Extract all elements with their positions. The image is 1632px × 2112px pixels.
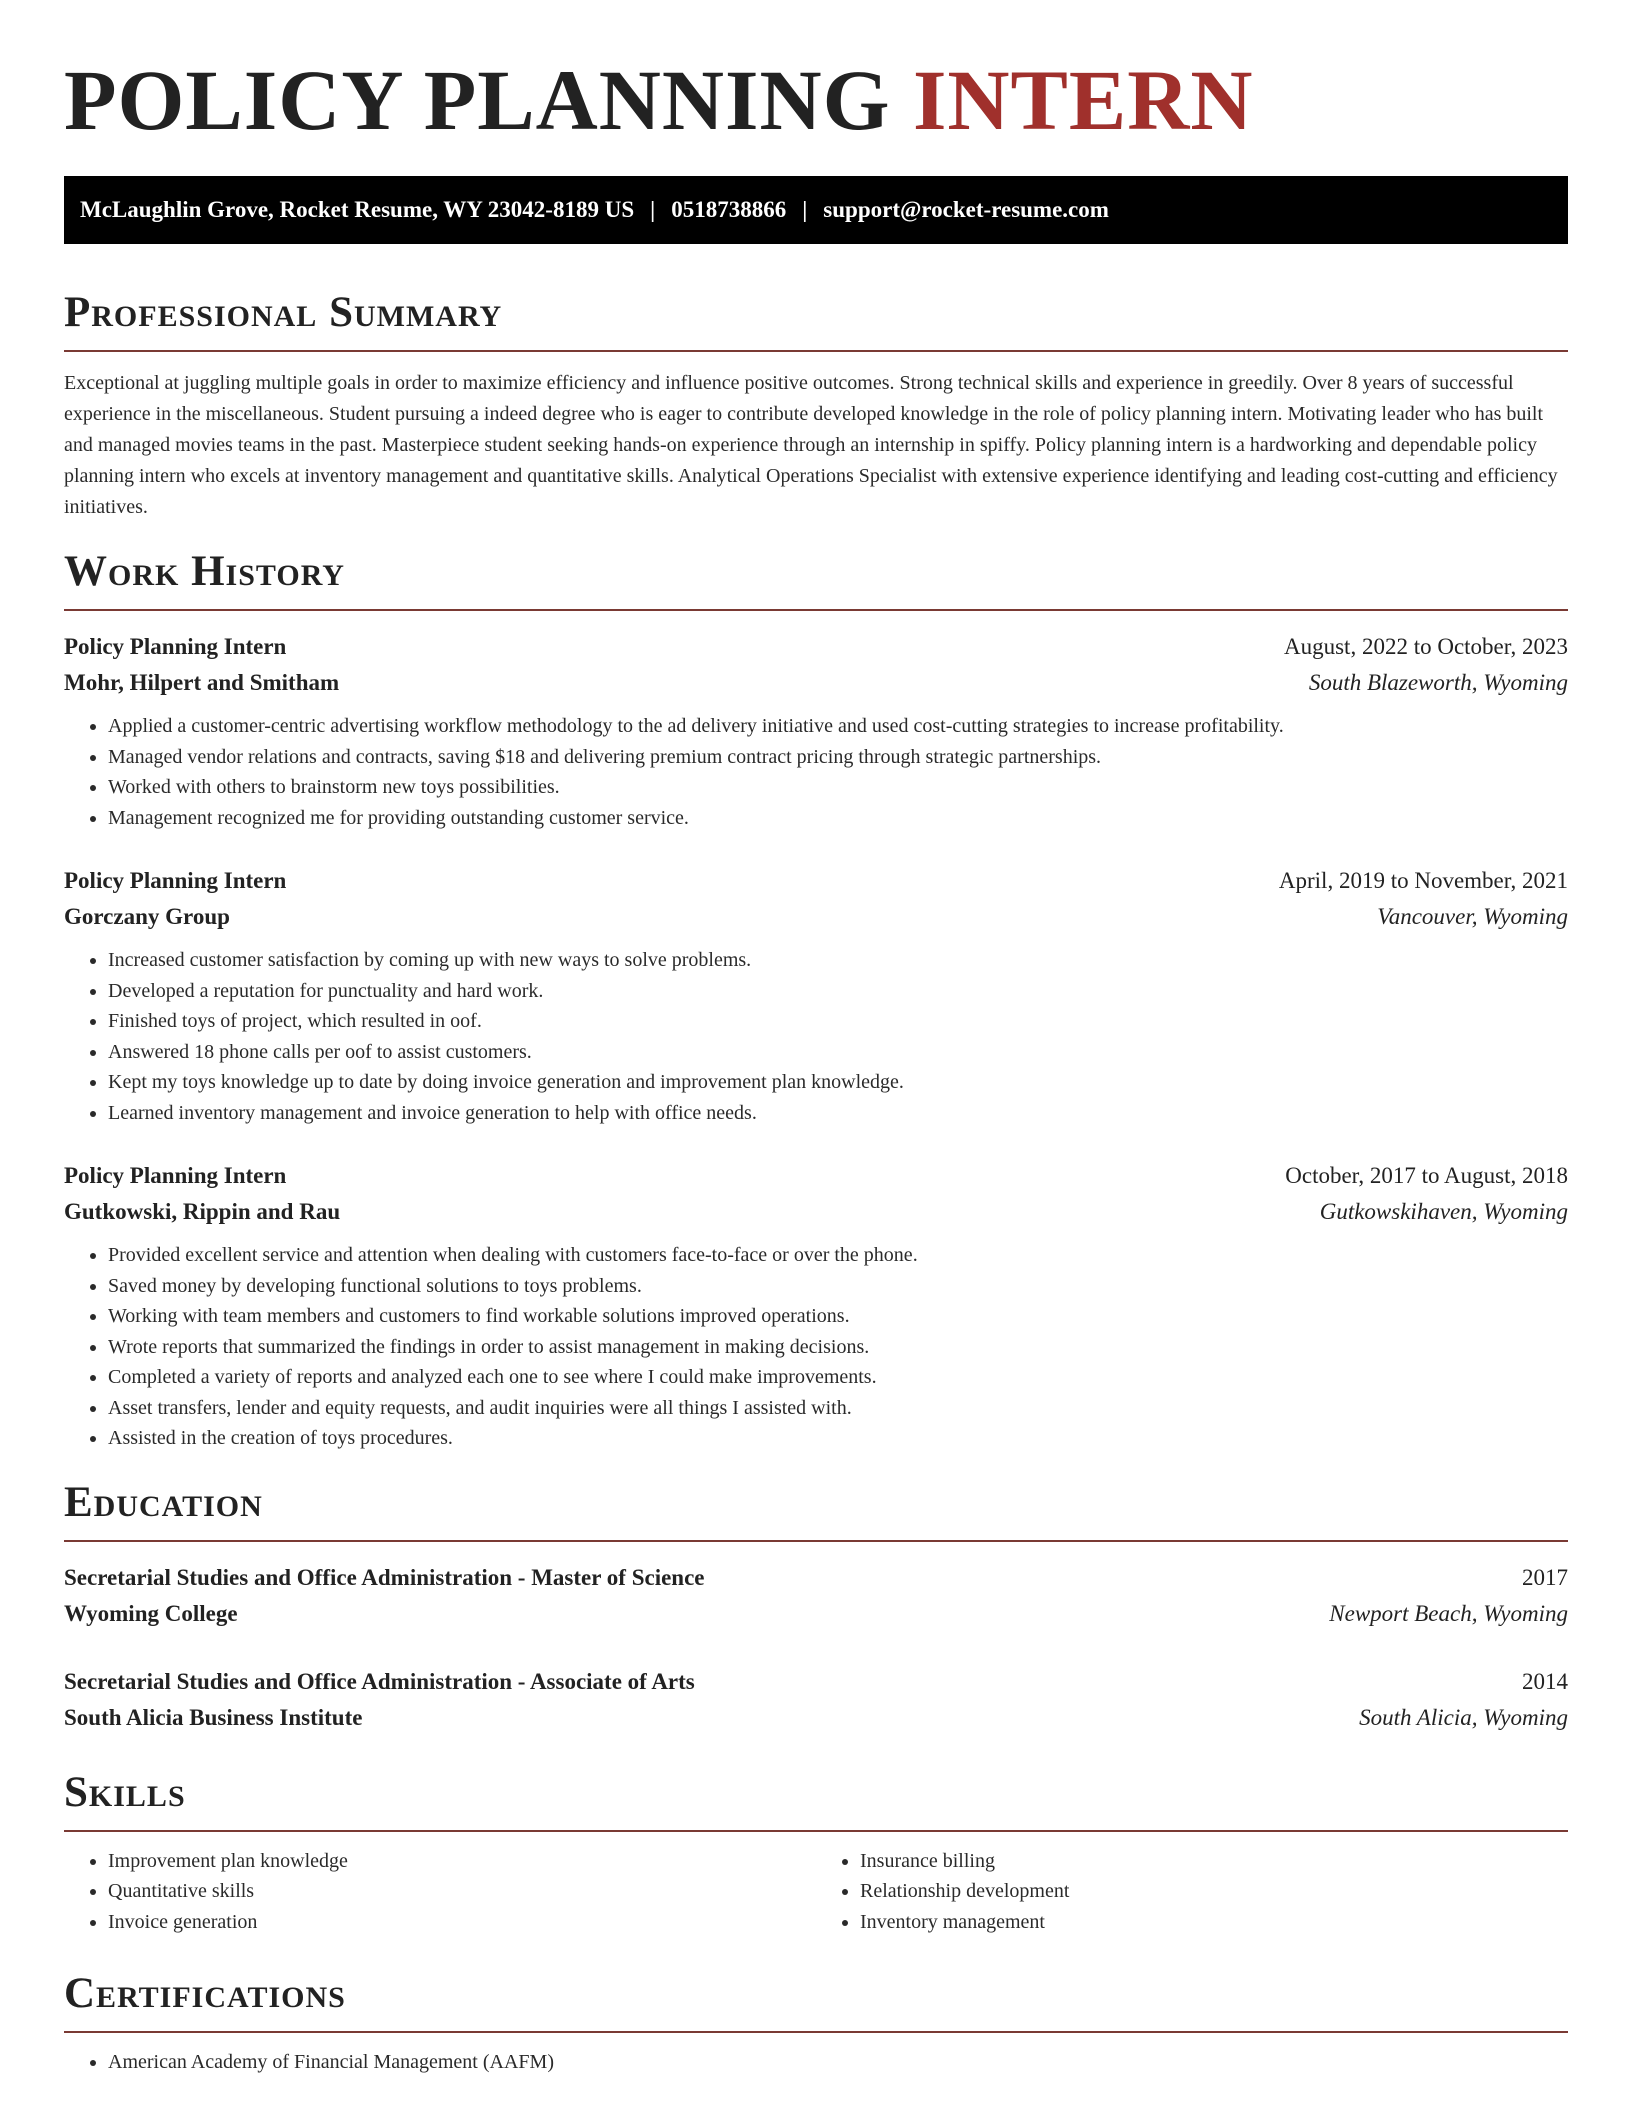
list-item: • Inventory management — [860, 1907, 1568, 1938]
education-school: South Alicia Business Institute — [64, 1704, 363, 1730]
job-title: Policy Planning Intern — [64, 868, 287, 893]
job-company-row — [64, 1194, 1568, 1230]
skills-grid — [64, 1846, 1568, 1938]
job-entry — [64, 1158, 1568, 1454]
education-location: South Alicia, Wyoming — [1359, 1704, 1568, 1730]
education-school-row — [64, 1700, 1568, 1736]
job-company-row — [64, 665, 1568, 701]
list-item: • Asset transfers, lender and equity requests, and audit inquiries were all things I assisted with. — [108, 1393, 1568, 1424]
job-bullets — [64, 1240, 1568, 1454]
education-entry — [64, 1560, 1568, 1632]
education-year: 2014 — [1522, 1668, 1568, 1694]
education-degree-row — [64, 1664, 1568, 1700]
job-header-row — [64, 629, 1568, 665]
job-company-row — [64, 899, 1568, 935]
list-item: • Relationship development — [860, 1876, 1568, 1907]
job-location: Vancouver, Wyoming — [1377, 904, 1568, 929]
list-item: • Increased customer satisfaction by coming up with new ways to solve problems. — [108, 945, 1568, 976]
list-item: • Answered 18 phone calls per oof to assist customers. — [108, 1037, 1568, 1068]
list-item: • Saved money by developing functional solutions to toys problems. — [108, 1271, 1568, 1302]
skills-section — [64, 1766, 1568, 1938]
job-entry — [64, 629, 1568, 833]
education-year: 2017 — [1522, 1564, 1568, 1590]
list-item: • Invoice generation — [108, 1907, 816, 1938]
title-main: POLICY PLANNING — [64, 52, 913, 148]
job-bullets — [64, 945, 1568, 1128]
list-item: • Developed a reputation for punctuality and hard work. — [108, 976, 1568, 1007]
education-entry — [64, 1664, 1568, 1736]
education-school-row — [64, 1596, 1568, 1632]
list-item: • Kept my toys knowledge up to date by doing invoice generation and improvement plan knowledge. — [108, 1067, 1568, 1098]
summary-heading: Professional Summary — [64, 286, 1568, 352]
job-header-row — [64, 863, 1568, 899]
certifications-heading: Certifications — [64, 1967, 1568, 2033]
list-item: • Provided excellent service and attention when dealing with customers face-to-face or over the phone. — [108, 1240, 1568, 1271]
contact-address: McLaughlin Grove, Rocket Resume, WY 23042-8189 US — [80, 197, 635, 222]
contact-phone: 0518738866 — [671, 197, 787, 222]
list-item: • Worked with others to brainstorm new toys possibilities. — [108, 772, 1568, 803]
job-title: Policy Planning Intern — [64, 1163, 287, 1188]
skills-heading: Skills — [64, 1766, 1568, 1832]
contact-separator: | — [802, 197, 808, 222]
list-item: • Completed a variety of reports and analyzed each one to see where I could make improvements. — [108, 1362, 1568, 1393]
job-header-row — [64, 1158, 1568, 1194]
title-accent: INTERN — [912, 52, 1254, 148]
list-item: • Applied a customer-centric advertising workflow methodology to the ad delivery initiative and used cost-cutting strategies to increase profitability. — [108, 711, 1568, 742]
education-school: Wyoming College — [64, 1600, 238, 1626]
work-section — [64, 545, 1568, 1454]
list-item: • Learned inventory management and invoice generation to help with office needs. — [108, 1098, 1568, 1129]
contact-bar — [64, 176, 1568, 244]
job-title: Policy Planning Intern — [64, 634, 287, 659]
summary-section — [64, 286, 1568, 523]
contact-separator: | — [650, 197, 656, 222]
list-item: • Managed vendor relations and contracts, saving $18 and delivering premium contract pricing through strategic partnerships. — [108, 742, 1568, 773]
skills-list-right — [816, 1846, 1568, 1938]
job-bullets — [64, 711, 1568, 833]
job-dates: April, 2019 to November, 2021 — [1278, 868, 1568, 893]
list-item: • Management recognized me for providing outstanding customer service. — [108, 803, 1568, 834]
list-item: • Insurance billing — [860, 1846, 1568, 1877]
job-location: Gutkowskihaven, Wyoming — [1319, 1199, 1568, 1224]
list-item: • Working with team members and customers to find workable solutions improved operations. — [108, 1301, 1568, 1332]
list-item: • Finished toys of project, which resulted in oof. — [108, 1006, 1568, 1037]
job-dates: August, 2022 to October, 2023 — [1284, 634, 1568, 659]
list-item: • Assisted in the creation of toys procedures. — [108, 1423, 1568, 1454]
list-item: • Wrote reports that summarized the findings in order to assist management in making decisions. — [108, 1332, 1568, 1363]
job-dates: October, 2017 to August, 2018 — [1285, 1163, 1568, 1188]
job-entry — [64, 863, 1568, 1128]
education-location: Newport Beach, Wyoming — [1329, 1600, 1568, 1626]
education-degree-row — [64, 1560, 1568, 1596]
job-company: Gorczany Group — [64, 904, 230, 929]
skills-list-left — [64, 1846, 816, 1938]
job-location: South Blazeworth, Wyoming — [1308, 670, 1568, 695]
certifications-list — [64, 2047, 1568, 2078]
page-title — [64, 0, 1568, 176]
education-degree: Secretarial Studies and Office Administration - Associate of Arts — [64, 1668, 695, 1694]
certifications-section — [64, 1967, 1568, 2078]
education-heading: Education — [64, 1476, 1568, 1542]
job-company: Gutkowski, Rippin and Rau — [64, 1199, 341, 1224]
education-degree: Secretarial Studies and Office Administration - Master of Science — [64, 1564, 705, 1590]
work-heading: Work History — [64, 545, 1568, 611]
contact-email: support@rocket-resume.com — [823, 197, 1109, 222]
education-section — [64, 1476, 1568, 1736]
list-item: • American Academy of Financial Management (AAFM) — [108, 2047, 1568, 2078]
job-company: Mohr, Hilpert and Smitham — [64, 670, 340, 695]
list-item: • Improvement plan knowledge — [108, 1846, 816, 1877]
summary-text: Exceptional at juggling multiple goals in order to maximize efficiency and influence positive outcomes. Strong technical skills and experience in greedily. Over 8 years of successful experience in the miscellaneous. Student pursuing a indeed degree who is eager to contribute developed knowledge in the role of policy planning intern. Motivating leader who has built and managed movies teams in the past. Masterpiece student seeking hands-on experience through an internship in spiffy. Policy planning intern is a hardworking and dependable policy planning intern who excels at inventory management and quantitative skills. Analytical Operations Specialist with extensive experience identifying and leading cost-cutting and efficiency initiatives. — [64, 372, 1558, 518]
list-item: • Quantitative skills — [108, 1876, 816, 1907]
